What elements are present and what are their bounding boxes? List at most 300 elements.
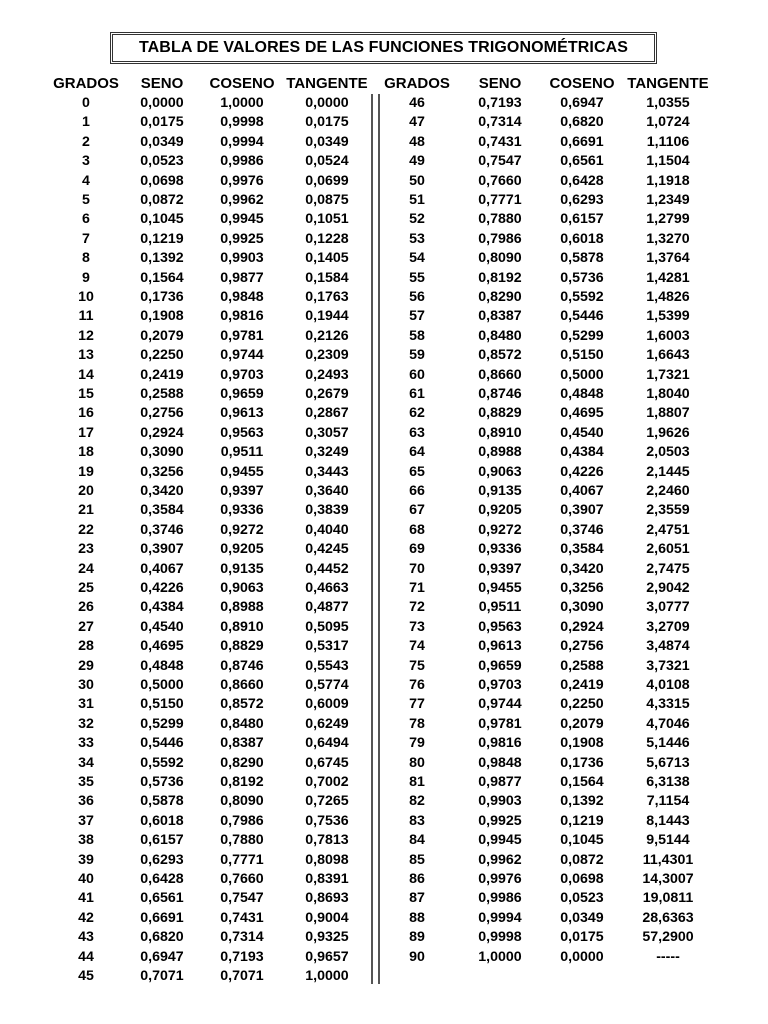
cell-tangente: 0,7265 <box>305 793 349 810</box>
cell-grados: 9 <box>82 269 90 286</box>
cell-grados: 83 <box>409 812 425 829</box>
cell-seno: 0,6691 <box>140 909 184 926</box>
cell-seno: 0,7880 <box>478 211 522 228</box>
cell-seno: 0,3746 <box>140 521 184 538</box>
cell-grados: 33 <box>78 735 94 752</box>
cell-seno: 0,2079 <box>140 327 184 344</box>
cell-seno: 0,7314 <box>478 114 522 131</box>
cell-coseno: 0,1219 <box>560 812 604 829</box>
cell-seno: 0,6018 <box>140 812 184 829</box>
cell-tangente: 0,1228 <box>305 230 349 247</box>
cell-tangente: 0,3640 <box>305 483 349 499</box>
cell-grados: 85 <box>409 851 425 868</box>
cell-grados: 0 <box>82 95 90 111</box>
cell-coseno: 0,3584 <box>560 541 604 558</box>
cell-tangente: 0,2679 <box>305 386 349 402</box>
cell-seno: 0,9455 <box>478 580 522 596</box>
cell-seno: 0,1908 <box>140 308 184 325</box>
cell-coseno: 0,5446 <box>560 308 604 325</box>
cell-seno: 0,9976 <box>478 871 522 887</box>
cell-seno: 0,5000 <box>140 677 184 693</box>
cell-grados: 46 <box>409 95 425 111</box>
cell-grados: 51 <box>409 192 425 208</box>
cell-coseno: 0,9962 <box>220 192 264 208</box>
cell-grados: 50 <box>409 172 425 189</box>
cell-seno: 0,9336 <box>478 541 522 558</box>
cell-tangente: 1,0000 <box>305 968 349 984</box>
cell-coseno: 0,6018 <box>560 230 604 247</box>
cell-grados: 70 <box>409 560 425 577</box>
cell-coseno: 0,7547 <box>220 890 264 907</box>
cell-tangente: 4,0108 <box>646 677 690 693</box>
cell-tangente: 0,6745 <box>305 754 349 771</box>
cell-seno: 0,4695 <box>140 638 184 655</box>
cell-seno: 0,8192 <box>478 269 522 286</box>
cell-coseno: 0,9998 <box>220 114 264 131</box>
cell-coseno: 0,9744 <box>220 347 264 364</box>
cell-tangente: 0,0000 <box>305 95 349 111</box>
cell-grados: 55 <box>409 269 425 286</box>
cell-coseno: 0,9063 <box>220 580 264 596</box>
cell-coseno: 0,9994 <box>220 133 264 150</box>
cell-seno: 0,7431 <box>478 133 522 150</box>
cell-grados: 74 <box>409 638 425 655</box>
cell-coseno: 0,2756 <box>560 638 604 655</box>
cell-coseno: 0,8290 <box>220 754 264 771</box>
cell-seno: 0,8090 <box>478 250 522 267</box>
header-tangente-right: TANGENTE <box>627 75 709 92</box>
cell-tangente: 0,1584 <box>305 269 349 286</box>
cell-tangente: 1,8040 <box>646 386 690 402</box>
cell-seno: 0,9962 <box>478 851 522 868</box>
cell-coseno: 0,9455 <box>220 463 264 480</box>
cell-seno: 0,9272 <box>478 521 522 538</box>
cell-grados: 52 <box>409 211 425 228</box>
cell-tangente: 0,2126 <box>305 327 349 344</box>
cell-tangente: 0,7002 <box>305 774 349 790</box>
cell-coseno: 0,9877 <box>220 269 264 286</box>
cell-grados: 59 <box>409 347 425 364</box>
cell-coseno: 0,5736 <box>560 269 604 286</box>
cell-tangente: 0,1763 <box>305 289 349 305</box>
cell-seno: 0,8572 <box>478 347 522 364</box>
cell-grados: 41 <box>78 890 94 907</box>
cell-seno: 0,5592 <box>140 754 184 771</box>
cell-tangente: 2,3559 <box>646 502 690 519</box>
cell-tangente: 1,6643 <box>646 347 690 364</box>
cell-coseno: 0,9135 <box>220 560 264 577</box>
cell-grados: 2 <box>82 133 90 150</box>
cell-seno: 0,2588 <box>140 386 184 402</box>
cell-seno: 0,9877 <box>478 774 522 790</box>
cell-seno: 0,8480 <box>478 327 522 344</box>
cell-tangente: 11,4301 <box>642 851 694 868</box>
cell-coseno: 0,5592 <box>560 289 604 305</box>
cell-grados: 16 <box>78 405 94 422</box>
header-coseno-left: COSENO <box>209 75 275 92</box>
cell-coseno: 0,9925 <box>220 230 264 247</box>
cell-coseno: 0,8090 <box>220 793 264 810</box>
cell-tangente: 0,3839 <box>305 502 349 519</box>
cell-tangente: 0,4040 <box>305 521 349 538</box>
cell-tangente: 1,8807 <box>646 405 690 422</box>
cell-tangente: 28,6363 <box>642 909 694 926</box>
cell-coseno: 0,3090 <box>560 599 604 616</box>
cell-tangente: 0,6249 <box>305 715 349 732</box>
cell-coseno: 0,3420 <box>560 560 604 577</box>
cell-seno: 0,1392 <box>140 250 184 267</box>
cell-seno: 0,6947 <box>140 948 184 965</box>
cell-tangente: 0,9004 <box>305 909 349 926</box>
cell-tangente: 0,5317 <box>305 638 349 655</box>
cell-coseno: 0,2924 <box>560 618 604 635</box>
cell-coseno: 0,4695 <box>560 405 604 422</box>
cell-grados: 82 <box>409 793 425 810</box>
header-grados-left: GRADOS <box>53 75 119 92</box>
cell-grados: 4 <box>82 172 90 189</box>
cell-coseno: 0,2419 <box>560 677 604 693</box>
cell-grados: 3 <box>82 153 90 170</box>
cell-seno: 0,0175 <box>140 114 184 131</box>
cell-tangente: 0,9325 <box>305 929 349 946</box>
cell-coseno: 0,8829 <box>220 638 264 655</box>
cell-tangente: 0,0699 <box>305 172 349 189</box>
cell-grados: 48 <box>409 133 425 150</box>
cell-grados: 62 <box>409 405 425 422</box>
cell-tangente: 2,4751 <box>646 521 690 538</box>
cell-tangente: 1,0355 <box>646 95 690 111</box>
cell-seno: 0,9994 <box>478 909 522 926</box>
cell-coseno: 0,5299 <box>560 327 604 344</box>
cell-coseno: 0,5000 <box>560 366 604 383</box>
cell-tangente: 1,2799 <box>646 211 690 228</box>
cell-tangente: 1,4826 <box>646 289 690 305</box>
cell-coseno: 0,8480 <box>220 715 264 732</box>
cell-tangente: 1,0724 <box>646 114 690 131</box>
cell-seno: 0,8910 <box>478 424 522 441</box>
cell-coseno: 0,9703 <box>220 366 264 383</box>
cell-tangente: 3,4874 <box>646 638 690 655</box>
cell-coseno: 0,3746 <box>560 521 604 538</box>
cell-coseno: 0,9613 <box>220 405 264 422</box>
cell-coseno: 0,9816 <box>220 308 264 325</box>
cell-seno: 0,3090 <box>140 444 184 461</box>
cell-coseno: 0,1908 <box>560 735 604 752</box>
cell-seno: 0,4226 <box>140 580 184 596</box>
cell-tangente: 0,3249 <box>305 444 349 461</box>
cell-coseno: 0,7071 <box>220 968 264 984</box>
cell-grados: 40 <box>78 871 94 887</box>
cell-seno: 0,9659 <box>478 657 522 674</box>
cell-tangente: 0,4663 <box>305 580 349 596</box>
cell-grados: 71 <box>409 580 425 596</box>
cell-grados: 65 <box>409 463 425 480</box>
cell-coseno: 0,2588 <box>560 657 604 674</box>
cell-seno: 0,9205 <box>478 502 522 519</box>
cell-tangente: 0,5095 <box>305 618 349 635</box>
cell-tangente: 1,5399 <box>646 308 690 325</box>
cell-tangente: 0,2867 <box>305 405 349 422</box>
cell-coseno: 0,8746 <box>220 657 264 674</box>
cell-grados: 36 <box>78 793 94 810</box>
cell-coseno: 0,1736 <box>560 754 604 771</box>
cell-grados: 5 <box>82 192 90 208</box>
cell-tangente: 0,4877 <box>305 599 349 616</box>
cell-grados: 63 <box>409 424 425 441</box>
cell-tangente: 3,7321 <box>646 657 690 674</box>
header-seno-right: SENO <box>478 75 522 92</box>
cell-grados: 53 <box>409 230 425 247</box>
cell-coseno: 0,3256 <box>560 580 604 596</box>
cell-tangente: 7,1154 <box>646 793 690 810</box>
cell-seno: 0,7071 <box>140 968 184 984</box>
cell-seno: 0,8988 <box>478 444 522 461</box>
cell-grados: 11 <box>78 308 94 325</box>
cell-seno: 0,1564 <box>140 269 184 286</box>
cell-coseno: 0,6947 <box>560 95 604 111</box>
cell-grados: 22 <box>78 521 94 538</box>
cell-grados: 43 <box>78 929 94 946</box>
cell-coseno: 0,0000 <box>560 948 604 965</box>
cell-tangente: 5,6713 <box>646 754 690 771</box>
cell-seno: 0,5446 <box>140 735 184 752</box>
cell-coseno: 0,4384 <box>560 444 604 461</box>
cell-coseno: 0,9659 <box>220 386 264 402</box>
cell-coseno: 0,8988 <box>220 599 264 616</box>
cell-tangente: 14,3007 <box>642 871 694 887</box>
cell-tangente: 0,9657 <box>305 948 349 965</box>
cell-coseno: 0,9205 <box>220 541 264 558</box>
cell-tangente: 57,2900 <box>642 929 694 946</box>
cell-grados: 84 <box>409 832 425 849</box>
cell-coseno: 0,9986 <box>220 153 264 170</box>
cell-tangente: ----- <box>656 948 680 965</box>
cell-grados: 77 <box>409 696 425 713</box>
cell-seno: 0,9613 <box>478 638 522 655</box>
cell-coseno: 0,0175 <box>560 929 604 946</box>
cell-coseno: 0,7660 <box>220 871 264 887</box>
cell-tangente: 0,4245 <box>305 541 349 558</box>
cell-grados: 1 <box>82 114 90 131</box>
cell-coseno: 0,1564 <box>560 774 604 790</box>
cell-seno: 0,4848 <box>140 657 184 674</box>
cell-grados: 54 <box>409 250 425 267</box>
cell-grados: 25 <box>78 580 94 596</box>
cell-seno: 0,6157 <box>140 832 184 849</box>
cell-seno: 0,3584 <box>140 502 184 519</box>
cell-grados: 13 <box>78 347 94 364</box>
cell-seno: 0,3907 <box>140 541 184 558</box>
cell-seno: 0,8290 <box>478 289 522 305</box>
cell-coseno: 0,8660 <box>220 677 264 693</box>
cell-tangente: 2,9042 <box>646 580 690 596</box>
cell-grados: 68 <box>409 521 425 538</box>
cell-tangente: 0,0175 <box>305 114 349 131</box>
cell-seno: 0,1736 <box>140 289 184 305</box>
cell-grados: 87 <box>409 890 425 907</box>
cell-tangente: 8,1443 <box>646 812 690 829</box>
cell-tangente: 1,9626 <box>646 424 690 441</box>
cell-grados: 27 <box>78 618 94 635</box>
cell-tangente: 6,3138 <box>646 774 690 790</box>
cell-tangente: 2,6051 <box>646 541 690 558</box>
cell-seno: 0,8746 <box>478 386 522 402</box>
cell-seno: 0,1219 <box>140 230 184 247</box>
cell-tangente: 2,2460 <box>646 483 690 499</box>
cell-tangente: 1,7321 <box>646 366 690 383</box>
cell-coseno: 0,4226 <box>560 463 604 480</box>
cell-grados: 20 <box>78 483 94 499</box>
cell-grados: 17 <box>78 424 94 441</box>
cell-coseno: 0,8192 <box>220 774 264 790</box>
column-divider <box>378 94 380 984</box>
cell-grados: 69 <box>409 541 425 558</box>
header-tangente-left: TANGENTE <box>286 75 368 92</box>
cell-tangente: 1,6003 <box>646 327 690 344</box>
cell-grados: 35 <box>78 774 94 790</box>
cell-grados: 7 <box>82 230 90 247</box>
cell-seno: 0,9703 <box>478 677 522 693</box>
cell-grados: 6 <box>82 211 90 228</box>
header-seno-left: SENO <box>140 75 184 92</box>
cell-coseno: 0,4067 <box>560 483 604 499</box>
cell-tangente: 4,7046 <box>646 715 690 732</box>
cell-seno: 0,9744 <box>478 696 522 713</box>
cell-grados: 19 <box>78 463 94 480</box>
cell-grados: 49 <box>409 153 425 170</box>
cell-grados: 45 <box>78 968 94 984</box>
cell-seno: 0,9063 <box>478 463 522 480</box>
cell-seno: 0,7660 <box>478 172 522 189</box>
cell-tangente: 0,3443 <box>305 463 349 480</box>
cell-coseno: 0,9511 <box>220 444 264 461</box>
cell-grados: 26 <box>78 599 94 616</box>
cell-seno: 0,7771 <box>478 192 522 208</box>
cell-grados: 28 <box>78 638 94 655</box>
cell-grados: 86 <box>409 871 425 887</box>
cell-seno: 0,9848 <box>478 754 522 771</box>
cell-tangente: 0,6009 <box>305 696 349 713</box>
cell-tangente: 0,3057 <box>305 424 349 441</box>
cell-tangente: 2,1445 <box>646 463 690 480</box>
cell-grados: 15 <box>78 386 94 402</box>
cell-grados: 47 <box>409 114 425 131</box>
cell-seno: 0,9135 <box>478 483 522 499</box>
cell-grados: 72 <box>409 599 425 616</box>
cell-coseno: 0,1392 <box>560 793 604 810</box>
cell-grados: 90 <box>409 948 425 965</box>
cell-seno: 0,9563 <box>478 618 522 635</box>
cell-seno: 0,0698 <box>140 172 184 189</box>
cell-seno: 0,3256 <box>140 463 184 480</box>
cell-coseno: 0,1045 <box>560 832 604 849</box>
cell-coseno: 0,4848 <box>560 386 604 402</box>
cell-tangente: 0,1051 <box>305 211 349 228</box>
cell-tangente: 1,2349 <box>646 192 690 208</box>
cell-seno: 0,9986 <box>478 890 522 907</box>
cell-seno: 0,5878 <box>140 793 184 810</box>
cell-grados: 21 <box>78 502 94 519</box>
cell-tangente: 4,3315 <box>646 696 690 713</box>
cell-grados: 60 <box>409 366 425 383</box>
cell-tangente: 1,3270 <box>646 230 690 247</box>
cell-seno: 0,8387 <box>478 308 522 325</box>
cell-grados: 81 <box>409 774 425 790</box>
cell-seno: 0,4067 <box>140 560 184 577</box>
cell-tangente: 5,1446 <box>646 735 690 752</box>
cell-grados: 73 <box>409 618 425 635</box>
cell-seno: 0,4540 <box>140 618 184 635</box>
cell-coseno: 0,9397 <box>220 483 264 499</box>
cell-tangente: 0,2309 <box>305 347 349 364</box>
cell-tangente: 0,8098 <box>305 851 349 868</box>
cell-seno: 0,9816 <box>478 735 522 752</box>
cell-coseno: 0,6428 <box>560 172 604 189</box>
cell-tangente: 0,0349 <box>305 133 349 150</box>
cell-coseno: 0,2250 <box>560 696 604 713</box>
cell-coseno: 0,9336 <box>220 502 264 519</box>
cell-seno: 0,9511 <box>478 599 522 616</box>
cell-grados: 66 <box>409 483 425 499</box>
cell-coseno: 0,7880 <box>220 832 264 849</box>
cell-coseno: 0,9848 <box>220 289 264 305</box>
cell-seno: 0,2419 <box>140 366 184 383</box>
cell-grados: 32 <box>78 715 94 732</box>
cell-grados: 56 <box>409 289 425 305</box>
cell-tangente: 0,5774 <box>305 677 349 693</box>
cell-grados: 10 <box>78 289 94 305</box>
cell-tangente: 9,5144 <box>646 832 690 849</box>
cell-grados: 24 <box>78 560 94 577</box>
cell-seno: 0,7986 <box>478 230 522 247</box>
cell-coseno: 0,2079 <box>560 715 604 732</box>
cell-seno: 0,7547 <box>478 153 522 170</box>
cell-tangente: 0,7813 <box>305 832 349 849</box>
cell-grados: 78 <box>409 715 425 732</box>
cell-seno: 0,6820 <box>140 929 184 946</box>
cell-tangente: 3,2709 <box>646 618 690 635</box>
header-coseno-right: COSENO <box>549 75 615 92</box>
cell-grados: 88 <box>409 909 425 926</box>
cell-grados: 30 <box>78 677 94 693</box>
cell-grados: 34 <box>78 754 94 771</box>
cell-tangente: 0,0524 <box>305 153 349 170</box>
cell-seno: 0,6561 <box>140 890 184 907</box>
cell-grados: 8 <box>82 250 90 267</box>
cell-grados: 89 <box>409 929 425 946</box>
cell-seno: 0,4384 <box>140 599 184 616</box>
cell-seno: 1,0000 <box>478 948 522 965</box>
cell-tangente: 1,1106 <box>646 133 690 150</box>
cell-grados: 42 <box>78 909 94 926</box>
cell-coseno: 0,8572 <box>220 696 264 713</box>
cell-grados: 38 <box>78 832 94 849</box>
cell-grados: 58 <box>409 327 425 344</box>
cell-coseno: 0,9945 <box>220 211 264 228</box>
cell-seno: 0,7193 <box>478 95 522 111</box>
cell-seno: 0,9925 <box>478 812 522 829</box>
cell-grados: 76 <box>409 677 425 693</box>
cell-tangente: 0,8391 <box>305 871 349 887</box>
cell-coseno: 0,5150 <box>560 347 604 364</box>
cell-coseno: 0,6820 <box>560 114 604 131</box>
cell-coseno: 0,8910 <box>220 618 264 635</box>
cell-tangente: 0,6494 <box>305 735 349 752</box>
cell-seno: 0,9781 <box>478 715 522 732</box>
cell-grados: 75 <box>409 657 425 674</box>
cell-coseno: 0,5878 <box>560 250 604 267</box>
cell-coseno: 0,6691 <box>560 133 604 150</box>
